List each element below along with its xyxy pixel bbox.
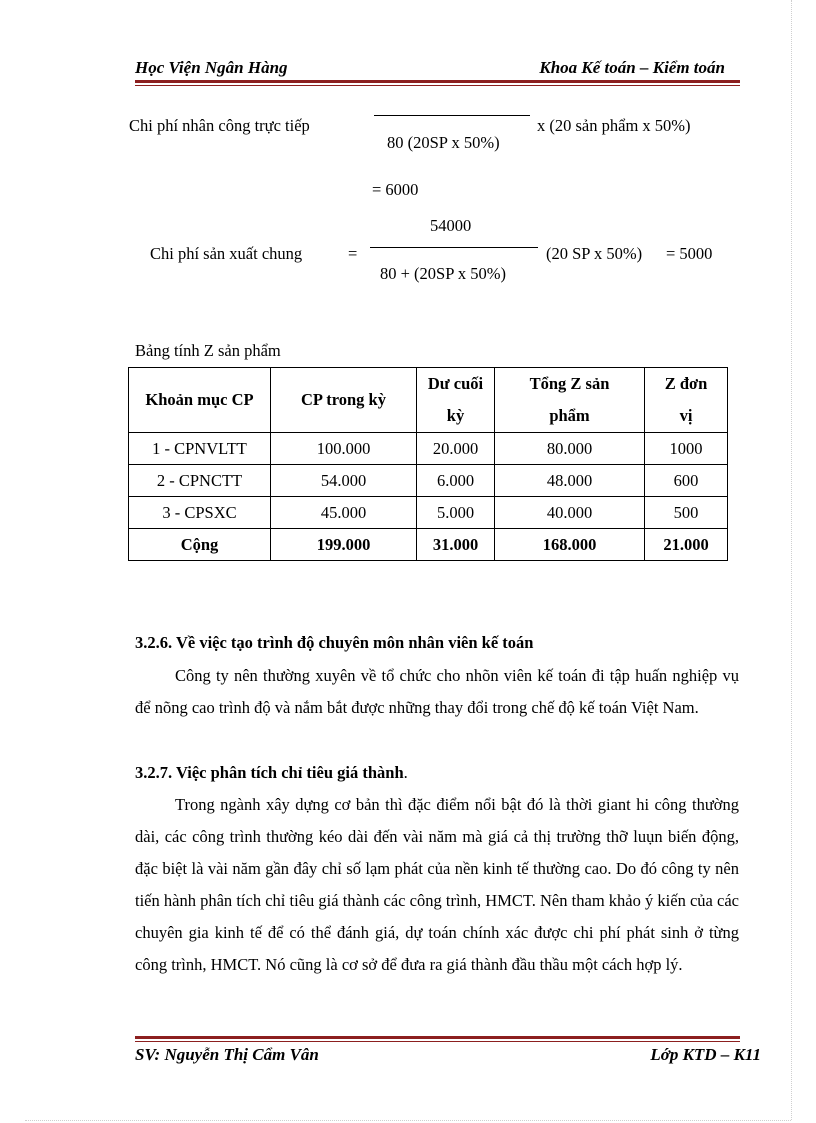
table-cell: 1 - CPNVLTT xyxy=(129,433,271,465)
table-caption: Bảng tính Z sản phẩm xyxy=(135,341,281,360)
table-row xyxy=(129,465,728,497)
table-cell: 31.000 xyxy=(417,529,495,561)
overhead-multiplier: (20 SP x 50%) xyxy=(546,244,643,263)
overhead-label: Chi phí sản xuất chung xyxy=(150,244,303,263)
table-cell: 54.000 xyxy=(271,465,417,497)
table-row xyxy=(129,497,728,529)
table-cell: 2 - CPNCTT xyxy=(129,465,271,497)
col-header-item: Khoản mục CP xyxy=(129,368,271,433)
header-rule-thick xyxy=(135,80,740,83)
col-header-total-z-l1: Tổng Z sản xyxy=(529,374,610,393)
labor-denominator: 80 (20SP x 50%) xyxy=(387,133,500,152)
product-cost-table xyxy=(128,367,728,561)
labor-cost-label: Chi phí nhân công trực tiếp xyxy=(129,116,310,135)
overhead-fraction-bar xyxy=(370,247,538,248)
labor-fraction-bar xyxy=(374,115,530,116)
overhead-denominator: 80 + (20SP x 50%) xyxy=(380,264,507,283)
header-faculty: Khoa Kế toán – Kiểm toán xyxy=(539,58,725,77)
overhead-result: = 5000 xyxy=(666,244,713,263)
col-header-unit-z-l1: Z đơn xyxy=(664,374,708,393)
table-cell: 168.000 xyxy=(495,529,645,561)
section-327-body: Trong ngành xây dựng cơ bản thì đặc điểm nổi bật đó là thời giant hi công thường dài, các công trình thường kéo dài đến vài năm mà giá cả thị trường thỡ luụn biến động, đặc biệt là vài năm gần đây chỉ số lạm phát của nền kinh tế thường cao. Do đó công ty nên tiến hành phân tích chỉ tiêu giá thành các công trình, HMCT. Nên tham khảo ý kiến của các chuyên gia kinh tế để có thể đánh giá, dự toán chính xác được chi phí phát sinh ở từng công trình, HMCT. Nó cũng là cơ sở để đưa ra giá thành đầu thầu một cách hợp lý. xyxy=(135,795,739,974)
section-327-title-period: . xyxy=(403,763,408,782)
section-327-heading xyxy=(135,763,408,783)
table-cell: 21.000 xyxy=(645,529,728,561)
table-total-row xyxy=(129,529,728,561)
col-header-ending-balance xyxy=(417,368,495,433)
section-327-title: 3.2.7. Việc phân tích chỉ tiêu giá thành xyxy=(135,763,404,782)
header-rule-thin xyxy=(135,85,740,86)
table-cell: Cộng xyxy=(129,529,271,561)
header-institution: Học Viện Ngân Hàng xyxy=(135,58,288,77)
col-header-ending-balance-l1: Dư cuối xyxy=(427,374,484,393)
footer-rule-thin xyxy=(135,1041,740,1042)
labor-multiplier: x (20 sản phẩm x 50%) xyxy=(537,116,691,135)
table-cell: 100.000 xyxy=(271,433,417,465)
overhead-equals: = xyxy=(348,244,358,263)
table-cell: 3 - CPSXC xyxy=(129,497,271,529)
col-header-ending-balance-l2: kỳ xyxy=(446,406,465,425)
overhead-numerator: 54000 xyxy=(430,216,472,235)
table-cell: 6.000 xyxy=(417,465,495,497)
table-row xyxy=(129,433,728,465)
table-cell: 199.000 xyxy=(271,529,417,561)
table-cell: 20.000 xyxy=(417,433,495,465)
page-edge-bottom xyxy=(25,1120,791,1121)
table-cell: 45.000 xyxy=(271,497,417,529)
page-edge-right xyxy=(791,0,792,1120)
table-cell: 1000 xyxy=(645,433,728,465)
labor-result: = 6000 xyxy=(372,180,419,199)
table-cell: 500 xyxy=(645,497,728,529)
table-cell: 5.000 xyxy=(417,497,495,529)
col-header-period-cost: CP trong kỳ xyxy=(271,368,417,433)
table-cell: 48.000 xyxy=(495,465,645,497)
footer-class: Lớp KTD – K11 xyxy=(650,1045,761,1064)
section-326-title: 3.2.6. Về việc tạo trình độ chuyên môn nhân viên kế toán xyxy=(135,633,534,652)
table-cell: 40.000 xyxy=(495,497,645,529)
section-326-body: Công ty nên thường xuyên về tổ chức cho nhõn viên kế toán đi tập huấn nghiệp vụ để nõng cao trình độ và nắm bắt được những thay đổi trong chế độ kế toán Việt Nam. xyxy=(135,666,739,717)
col-header-unit-z xyxy=(645,368,728,433)
col-header-total-z-l2: phẩm xyxy=(549,406,590,425)
footer-student-name: SV: Nguyễn Thị Cẩm Vân xyxy=(135,1045,319,1064)
col-header-total-z xyxy=(495,368,645,433)
table-cell: 80.000 xyxy=(495,433,645,465)
table-cell: 600 xyxy=(645,465,728,497)
col-header-unit-z-l2: vị xyxy=(679,406,693,425)
footer-rule-thick xyxy=(135,1036,740,1039)
table-header-row xyxy=(129,368,728,433)
